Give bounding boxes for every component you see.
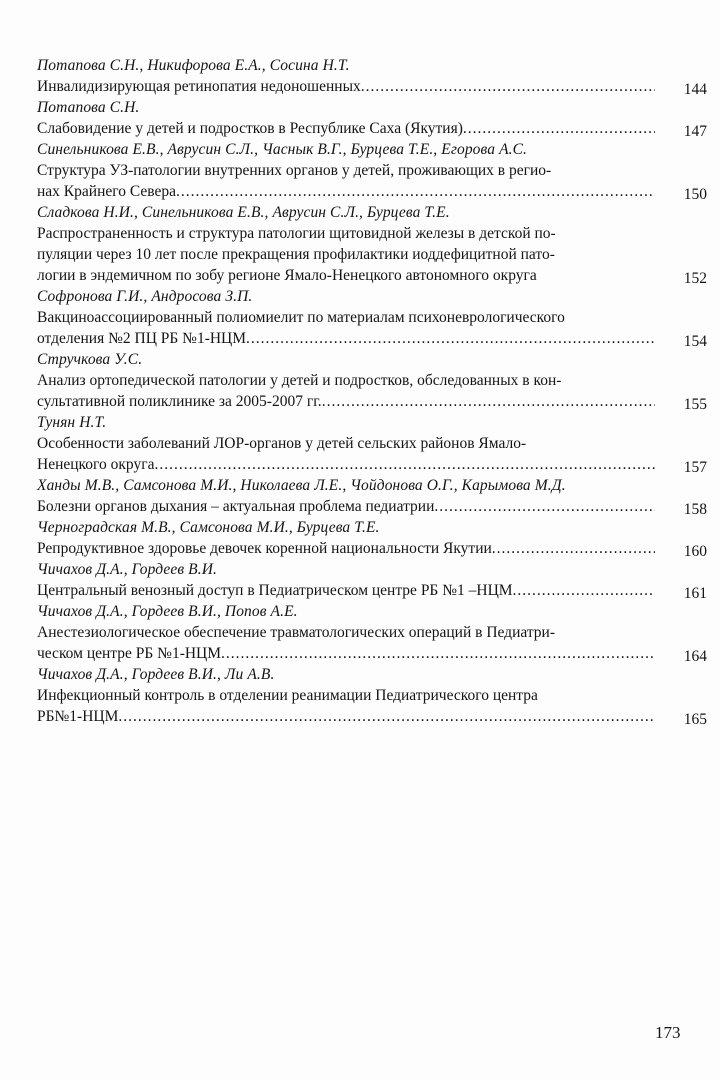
entry-authors: Чичахов Д.А., Гордеев В.И., Попов А.Е. <box>37 603 298 620</box>
entry-title-text: логии в эндемичном по зобу регионе Ямало-Ненецкого автономного округа <box>37 267 537 284</box>
entry-title <box>37 370 655 412</box>
entry-page-number: 152 <box>683 270 707 287</box>
entry-page-number: 147 <box>683 123 707 140</box>
entry-title-text: Слабовидение у детей и подростков в Республике Саха (Якутия) <box>37 120 463 137</box>
entry-title-row <box>37 307 707 349</box>
dot-leader <box>221 643 655 664</box>
entry-title <box>37 118 655 139</box>
entry-page-number: 150 <box>683 186 707 203</box>
toc-entry <box>37 601 707 664</box>
entry-title-row <box>37 580 707 601</box>
entry-title-text: Инвалидизирующая ретинопатия недоношенных <box>37 78 361 95</box>
dot-leader <box>492 538 655 559</box>
page-number: 173 <box>655 1023 681 1042</box>
entry-title-row <box>37 622 707 664</box>
dot-leader <box>463 118 655 139</box>
entry-title <box>37 496 655 517</box>
entry-title-line <box>37 538 655 559</box>
entry-authors: Потапова С.Н., Никифорова Е.А., Сосина Н.Т. <box>37 57 350 74</box>
entry-title-line <box>37 454 655 475</box>
toc-entry <box>37 517 707 559</box>
entry-title-text: Репродуктивное здоровье девочек коренной национальности Якутии <box>37 540 492 557</box>
entry-title-text: ческом центре РБ №1-НЦМ <box>37 645 222 662</box>
entry-title-line: пуляции через 10 лет после прекращения профилактики иоддефицитной пато- <box>37 246 555 263</box>
entry-title-row <box>37 118 707 139</box>
entry-title <box>37 685 655 727</box>
entry-title-line <box>37 181 655 202</box>
entry-title-row <box>37 685 707 727</box>
entry-title-row <box>37 496 707 517</box>
dot-leader <box>154 454 655 475</box>
entry-authors: Потапова С.Н. <box>37 99 140 116</box>
dot-leader <box>176 181 655 202</box>
entry-authors: Черноградская М.В., Самсонова М.И., Бурцева Т.Е. <box>37 519 380 536</box>
toc-entry <box>37 349 707 412</box>
entry-authors: Сладкова Н.И., Синельникова Е.В., Аврусин С.Л., Бурцева Т.Е. <box>37 204 450 221</box>
toc-entry <box>37 286 707 349</box>
entry-title-row <box>37 76 707 97</box>
table-of-contents <box>37 55 707 727</box>
entry-title <box>37 307 655 349</box>
entry-authors: Стручкова У.С. <box>37 351 143 368</box>
entry-page-number: 155 <box>683 396 707 413</box>
entry-page-number: 154 <box>683 333 707 350</box>
entry-title-line: Структура УЗ-патологии внутренних органов у детей, проживающих в регио- <box>37 162 552 179</box>
entry-title-row <box>37 223 707 286</box>
entry-page-number: 160 <box>683 543 707 560</box>
entry-title-line: Вакциноассоциированный полиомиелит по материалам психоневрологического <box>37 309 565 326</box>
entry-title-line: Особенности заболеваний ЛОР-органов у детей сельских районов Ямало- <box>37 435 527 452</box>
entry-title <box>37 433 655 475</box>
entry-title-text: Центральный венозный доступ в Педиатрическом центре РБ №1 –НЦМ <box>37 582 513 599</box>
dot-leader <box>246 328 655 349</box>
entry-title-row <box>37 370 707 412</box>
entry-title-line <box>37 643 655 664</box>
entry-title-text: нах Крайнего Севера <box>37 183 176 200</box>
toc-entry <box>37 664 707 727</box>
entry-authors: Ханды М.В., Самсонова М.И., Николаева Л.Е., Чойдонова О.Г., Карымова М.Д. <box>37 477 566 494</box>
toc-entry <box>37 55 707 97</box>
dot-leader <box>361 76 655 97</box>
entry-title-row <box>37 538 707 559</box>
entry-title-line <box>37 706 655 727</box>
entry-title-text: РБ№1-НЦМ <box>37 708 119 725</box>
entry-authors: Чичахов Д.А., Гордеев В.И., Ли А.В. <box>37 666 275 683</box>
entry-page-number: 157 <box>683 459 707 476</box>
entry-title <box>37 76 655 97</box>
toc-entry <box>37 475 707 517</box>
toc-entry <box>37 97 707 139</box>
entry-title <box>37 538 655 559</box>
entry-page-number: 158 <box>683 501 707 518</box>
toc-entry <box>37 559 707 601</box>
entry-title <box>37 622 655 664</box>
entry-title-line <box>37 580 655 601</box>
entry-page-number: 144 <box>683 81 707 98</box>
entry-title <box>37 223 655 286</box>
entry-title-line <box>37 265 655 286</box>
entry-title-line: Распространенность и структура патологии щитовидной железы в детской по- <box>37 225 556 242</box>
dot-leader <box>434 496 655 517</box>
entry-title-line: Анестезиологическое обеспечение травматологических операций в Педиатри- <box>37 624 556 641</box>
entry-title <box>37 580 655 601</box>
entry-title-text: Ненецкого округа <box>37 456 155 473</box>
entry-title-line <box>37 76 655 97</box>
dot-leader <box>322 391 655 412</box>
entry-page-number: 161 <box>683 585 707 602</box>
entry-page-number: 165 <box>683 711 707 728</box>
entry-authors: Софронова Г.И., Андросова З.П. <box>37 288 253 305</box>
entry-title-text: отделения №2 ПЦ РБ №1-НЦМ <box>37 330 247 347</box>
entry-title-text: Болезни органов дыхания – актуальная проблема педиатрии <box>37 498 435 515</box>
dot-leader <box>118 706 655 727</box>
entry-authors: Синельникова Е.В., Аврусин С.Л., Часнык В.Г., Бурцева Т.Е., Егорова А.С. <box>37 141 528 158</box>
dot-leader <box>513 580 655 601</box>
entry-title-line <box>37 328 655 349</box>
toc-entry <box>37 139 707 202</box>
entry-title-text: сультативной поликлинике за 2005-2007 гг. <box>37 393 322 410</box>
entry-title-line <box>37 118 655 139</box>
toc-entry <box>37 202 707 286</box>
entry-authors: Чичахов Д.А., Гордеев В.И. <box>37 561 217 578</box>
entry-title-line: Инфекционный контроль в отделении реанимации Педиатрического центра <box>37 687 538 704</box>
entry-title-line <box>37 391 655 412</box>
entry-title-row <box>37 433 707 475</box>
entry-title-row <box>37 160 707 202</box>
entry-page-number: 164 <box>683 648 707 665</box>
entry-authors: Тунян Н.Т. <box>37 414 107 431</box>
entry-title-line: Анализ ортопедической патологии у детей и подростков, обследованных в кон- <box>37 372 562 389</box>
entry-title-line <box>37 496 655 517</box>
toc-entry <box>37 412 707 475</box>
entry-title <box>37 160 655 202</box>
